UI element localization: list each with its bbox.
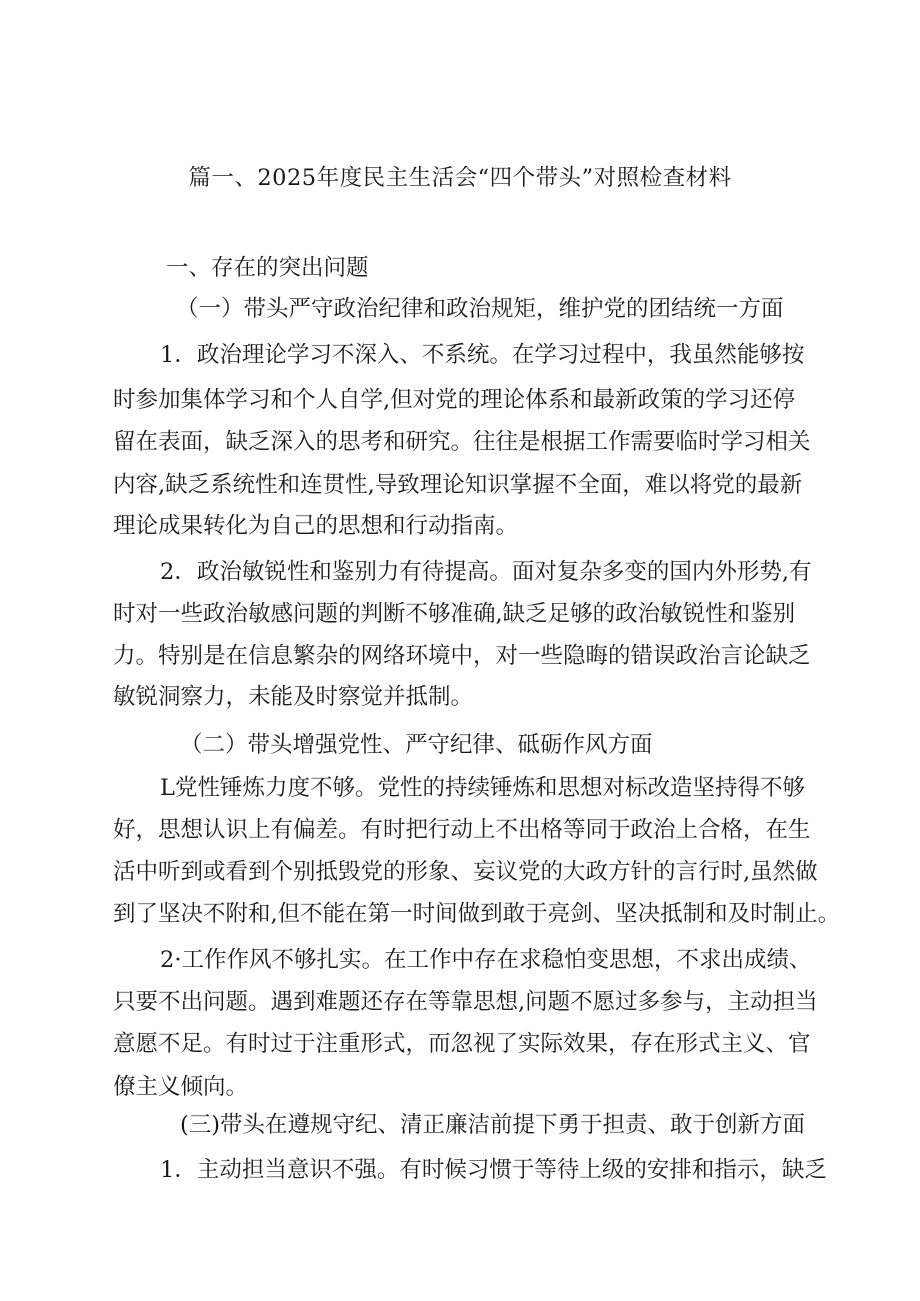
subsection-heading: （二）带头增强党性、严守纪律、砥砺作风方面 (180, 732, 653, 758)
paragraph-line: 敏锐洞察力，未能及时察觉并抵制。 (113, 684, 474, 710)
paragraph-line: 力。特别是在信息繁杂的网络环境中，对一些隐晦的错误政治言论缺乏 (113, 643, 811, 669)
paragraph-line: 1．主动担当意识不强。有时候习惯于等待上级的安排和指示，缺乏 (160, 1157, 827, 1183)
paragraph-line: 1．政治理论学习不深入、不系统。在学习过程中，我虽然能够按 (160, 342, 805, 368)
paragraph-line: L党性锤炼力度不够。党性的持续锤炼和思想对标改造坚持得不够 (160, 775, 805, 801)
paragraph-line: 留在表面，缺乏深入的思考和研究。往往是根据工作需要临时学习相关 (113, 429, 811, 455)
document-title: 篇一、2025年度民主生活会“四个带头”对照检查材料 (188, 165, 732, 191)
paragraph-line: 2·工作作风不够扎实。在工作中存在求稳怕变思想，不求出成绩、 (160, 947, 812, 973)
paragraph-line: 内容,缺乏系统性和连贯性,导致理论知识掌握不全面，难以将党的最新 (113, 472, 803, 498)
subsection-heading: (三)带头在遵规守纪、清正廉洁前提下勇于担责、敢于创新方面 (180, 1112, 806, 1138)
section-heading: 一、存在的突出问题 (166, 255, 369, 281)
paragraph-line: 理论成果转化为自己的思想和行动指南。 (113, 513, 519, 539)
paragraph-line: 2．政治敏锐性和鉴别力有待提高。面对复杂多变的国内外形势,有 (160, 559, 812, 585)
paragraph-line: 活中听到或看到个别抵毁党的形象、妄议党的大政方针的言行时,虽然做 (113, 859, 818, 885)
paragraph-line: 时参加集体学习和个人自学,但对党的理论体系和最新政策的学习还停 (113, 387, 796, 413)
paragraph-line: 意愿不足。有时过于注重形式，而忽视了实际效果，存在形式主义、官 (113, 1031, 811, 1057)
paragraph-line: 时对一些政治敏感问题的判断不够准确,缺乏足够的政治敏锐性和鉴别 (113, 601, 796, 627)
subsection-heading: （一）带头严守政治纪律和政治规矩，维护党的团结统一方面 (176, 296, 784, 322)
paragraph-line: 好，思想认识上有偏差。有时把行动上不出格等同于政治上合格，在生 (113, 817, 811, 843)
paragraph-line: 僚主义倾向。 (113, 1074, 249, 1100)
paragraph-line: 只要不出问题。遇到难题还存在等靠思想,问题不愿过多参与，主动担当 (113, 989, 818, 1015)
paragraph-line: 到了坚决不附和,但不能在第一时间做到敢于亮剑、坚决抵制和及时制止。 (113, 901, 841, 927)
